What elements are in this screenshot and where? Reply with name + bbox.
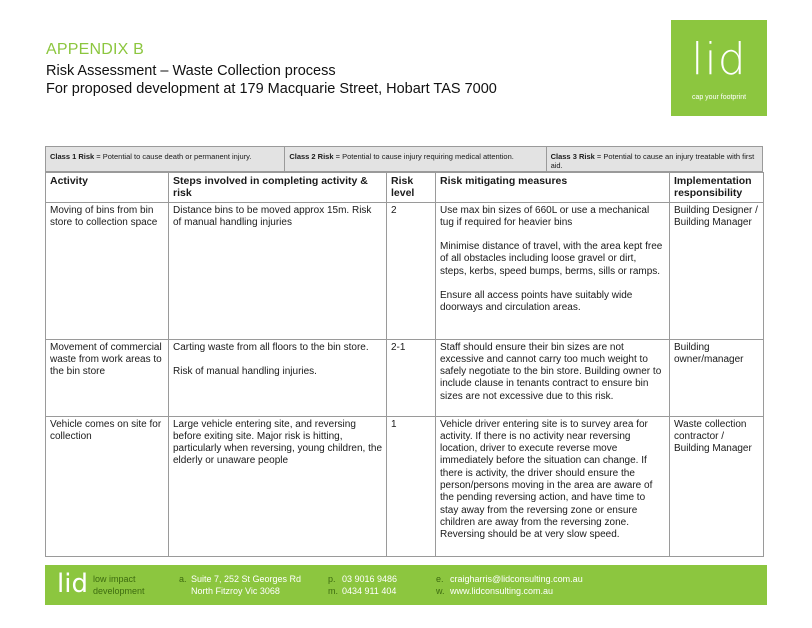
steps-text: Large vehicle entering site, and reversing before exiting site. Major risk is hitting, particularly when reversing, young children, the elderly or unaware people [173, 418, 382, 467]
class-3-label: Class 3 Risk [550, 152, 595, 161]
measure-text: Use max bin sizes of 660L or use a mechanical tug if required for heavier bins [440, 204, 650, 228]
appendix-heading: APPENDIX B [46, 41, 145, 58]
email-label: e. [436, 574, 444, 584]
risk-level-cell: 2 [387, 202, 436, 339]
risk-level-cell: 2-1 [387, 339, 436, 416]
activity-cell: Moving of bins from bin store to collection space [46, 202, 169, 339]
class-3-legend [547, 147, 762, 171]
logo-tagline: cap your footprint [691, 94, 747, 101]
header-responsibility: Implementation responsibility [670, 173, 764, 203]
logo-word: lid [691, 34, 747, 85]
class-2-legend [285, 147, 546, 171]
footer-bar [45, 565, 767, 605]
risk-class-legend [45, 146, 763, 172]
class-1-desc: = Potential to cause death or permanent injury. [94, 152, 252, 161]
lid-logo [671, 20, 767, 116]
risk-assessment-table [45, 172, 764, 557]
responsibility-cell: Waste collection contractor / Building Manager [670, 416, 764, 556]
header-risk-level: Risk level [387, 173, 436, 203]
class-1-legend [46, 147, 285, 171]
document-subtitle: For proposed development at 179 Macquarie Street, Hobart TAS 7000 [46, 81, 497, 97]
address-line-1: Suite 7, 252 St Georges Rd [191, 574, 302, 584]
steps-cell [169, 339, 387, 416]
phone-label: p. [328, 574, 336, 584]
responsibility-cell: Building owner/manager [670, 339, 764, 416]
responsibility-cell: Building Designer / Building Manager [670, 202, 764, 339]
table-row [46, 416, 764, 556]
activity-cell: Movement of commercial waste from work areas to the bin store [46, 339, 169, 416]
mobile-label: m. [328, 586, 338, 596]
class-1-label: Class 1 Risk [50, 152, 95, 161]
footer-logo: lid [57, 569, 88, 599]
document-title: Risk Assessment – Waste Collection process [46, 63, 336, 79]
measure-text: Staff should ensure their bin sizes are not excessive and cannot carry too much weight to safely negotiate to the bin store. Building owner to include clause in tenants contract to ensure bin sizes are not excessive due to this risk. [440, 341, 662, 402]
steps-text: Distance bins to be moved approx 15m. Risk of manual handling injuries [173, 204, 372, 228]
steps-cell [169, 416, 387, 556]
class-2-label: Class 2 Risk [289, 152, 334, 161]
steps-text: Risk of manual handling injuries. [173, 365, 317, 377]
table-row [46, 339, 764, 416]
table-row [46, 202, 764, 339]
activity-cell: Vehicle comes on site for collection [46, 416, 169, 556]
header-activity: Activity [46, 173, 169, 203]
measures-cell [436, 416, 670, 556]
steps-text: Carting waste from all floors to the bin store. [173, 341, 369, 353]
header-measures: Risk mitigating measures [436, 173, 670, 203]
address-label: a. [179, 574, 187, 584]
steps-cell [169, 202, 387, 339]
mobile-number: 0434 911 404 [342, 586, 397, 596]
class-2-desc: = Potential to cause injury requiring medical attention. [333, 152, 514, 161]
address-line-2: North Fitzroy Vic 3068 [191, 586, 280, 596]
risk-level-cell: 1 [387, 416, 436, 556]
class-3-desc: = Potential to cause an injury treatable with first aid. [550, 152, 755, 170]
measures-cell [436, 339, 670, 416]
email-link[interactable]: craigharris@lidconsulting.com.au [450, 574, 583, 584]
footer-tagline-1: low impact [93, 574, 136, 584]
measures-cell [436, 202, 670, 339]
measure-text: Vehicle driver entering site is to survey area for activity. If there is no activity near reversing location, driver to execute reverse move immediately before the situation can change. If there is activity, the driver should ensure the person/persons moving in the area are aware of the pending reversing action, and have time to stay away from the reversing zone or ensure children are away from the reversing zone. Reversing should be at very slow speed. [440, 418, 653, 541]
table-header-row [46, 173, 764, 203]
measure-text: Minimise distance of travel, with the area kept free of all obstacles including loose gravel or dirt, steps, kerbs, speed bumps, berms, sills or ramps. [440, 241, 663, 277]
measure-text: Ensure all access points have suitably wide doorways and circulation areas. [440, 290, 633, 314]
phone-number: 03 9016 9486 [342, 574, 398, 584]
header-steps: Steps involved in completing activity & risk [169, 173, 387, 203]
web-label: w. [436, 586, 445, 596]
website-link[interactable]: www.lidconsulting.com.au [450, 586, 554, 596]
footer-tagline-2: development [93, 586, 145, 596]
